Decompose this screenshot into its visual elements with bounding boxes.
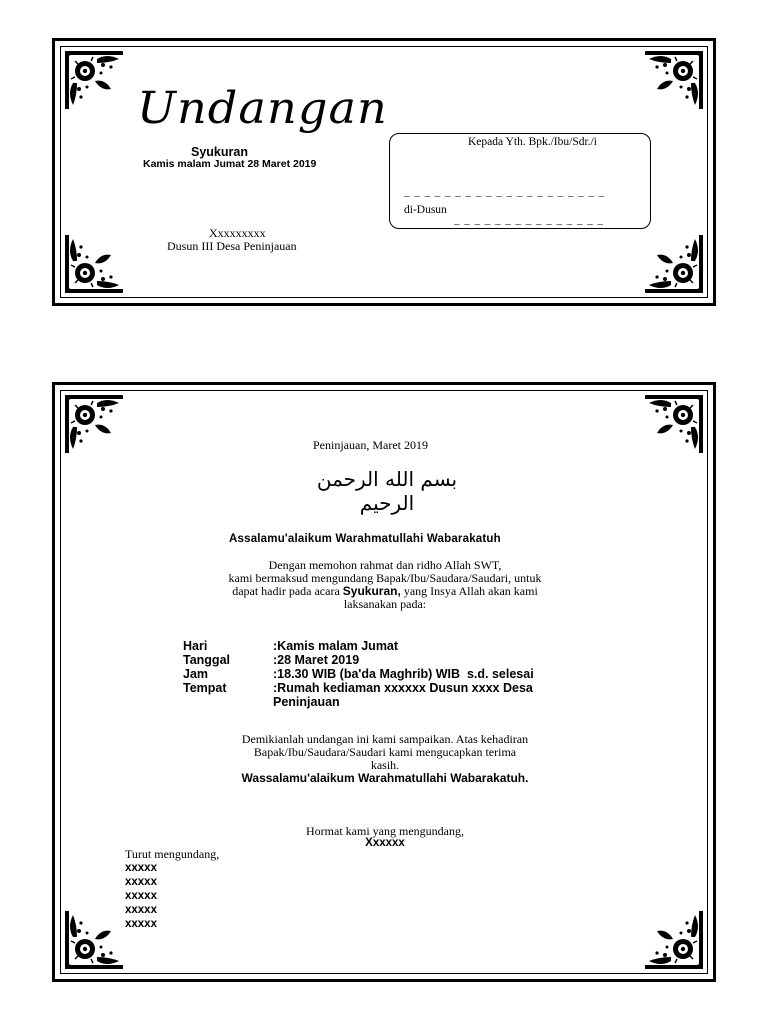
- recipient-to-label: Kepada Yth. Bpk./Ibu/Sdr./i: [468, 136, 597, 148]
- detail-value: :28 Maret 2019: [273, 653, 360, 667]
- bismillah-calligraphy: بسم الله الرحمن الرحيم: [316, 467, 458, 515]
- co-inviter: xxxxx: [125, 890, 157, 902]
- detail-label: Tanggal: [183, 653, 230, 667]
- detail-label: Hari: [183, 639, 208, 653]
- co-inviter: xxxxx: [125, 876, 157, 888]
- sender-name: Xxxxxxxxx: [209, 226, 266, 240]
- detail-label: Tempat: [183, 681, 227, 695]
- corner-ornament-icon: [63, 231, 127, 295]
- envelope-datetime: Kamis malam Jumat 28 Maret 2019: [143, 158, 317, 170]
- envelope-card: [52, 38, 716, 306]
- corner-ornament-icon: [641, 393, 705, 457]
- co-inviter: xxxxx: [125, 904, 157, 916]
- letter-card: [52, 382, 716, 982]
- place-date: Peninjauan, Maret 2019: [313, 438, 428, 452]
- closing-line: Demikianlah undangan ini kami sampaikan. Atas kehadiran: [241, 732, 529, 746]
- corner-ornament-icon: [63, 393, 127, 457]
- closing-line: kasih.: [370, 758, 400, 772]
- closing-line: Bapak/Ibu/Saudara/Saudari kami mengucapkan terima: [253, 745, 517, 759]
- co-inviters-label: Turut mengundang,: [125, 847, 220, 861]
- corner-ornament-icon: [641, 49, 705, 113]
- detail-row-day: [183, 639, 534, 653]
- intro-line: Dengan memohon rahmat dan ridho Allah SWT,: [268, 558, 502, 572]
- detail-value: :Rumah kediaman xxxxxx Dusun xxxx Desa: [273, 681, 533, 695]
- envelope-event: Syukuran: [191, 145, 248, 159]
- recipient-village-line: _ _ _ _ _ _ _ _ _ _ _ _ _ _ _: [454, 214, 604, 226]
- detail-row-time: [183, 667, 534, 681]
- salam-closing: Wassalamu'alaikum Warahmatullahi Wabarakatuh.: [241, 771, 529, 785]
- recipient-village-label: di-Dusun: [404, 204, 447, 216]
- corner-ornament-icon: [63, 49, 127, 113]
- sender-address: Dusun III Desa Peninjauan: [167, 239, 297, 253]
- event-details-table: [183, 639, 534, 709]
- detail-row-date: [183, 653, 534, 667]
- signer-name: Xxxxxx: [365, 837, 405, 849]
- intro-paragraph: [175, 559, 595, 611]
- detail-label: Jam: [183, 667, 209, 681]
- co-inviter: xxxxx: [125, 862, 157, 874]
- recipient-address-box: [389, 133, 651, 229]
- intro-line: kami bermaksud mengundang Bapak/Ibu/Saudara/Saudari, untuk: [228, 571, 542, 585]
- envelope-title: Undangan: [137, 83, 388, 134]
- detail-row-place-cont: [183, 695, 534, 709]
- recipient-name-line: _ _ _ _ _ _ _ _ _ _ _ _ _ _ _ _ _ _ _ _: [404, 186, 606, 198]
- co-inviters-list: [125, 861, 157, 931]
- detail-value: :18.30 WIB (ba'da Maghrib) WIB s.d. selesai: [273, 667, 534, 681]
- closing-paragraph: [175, 733, 595, 785]
- corner-ornament-icon: [641, 231, 705, 295]
- regards: Hormat kami yang mengundang,: [306, 824, 464, 838]
- detail-value: :Kamis malam Jumat: [273, 639, 399, 653]
- greeting: Assalamu'alaikum Warahmatullahi Wabarakatuh: [229, 533, 501, 545]
- intro-line: laksanakan pada:: [343, 597, 427, 611]
- corner-ornament-icon: [63, 907, 127, 971]
- intro-line: dapat hadir pada acara Syukuran, yang Insya Allah akan kami: [232, 584, 538, 598]
- corner-ornament-icon: [641, 907, 705, 971]
- co-inviter: xxxxx: [125, 918, 157, 930]
- detail-value-continuation: Peninjauan: [273, 695, 340, 709]
- detail-row-place: [183, 681, 534, 695]
